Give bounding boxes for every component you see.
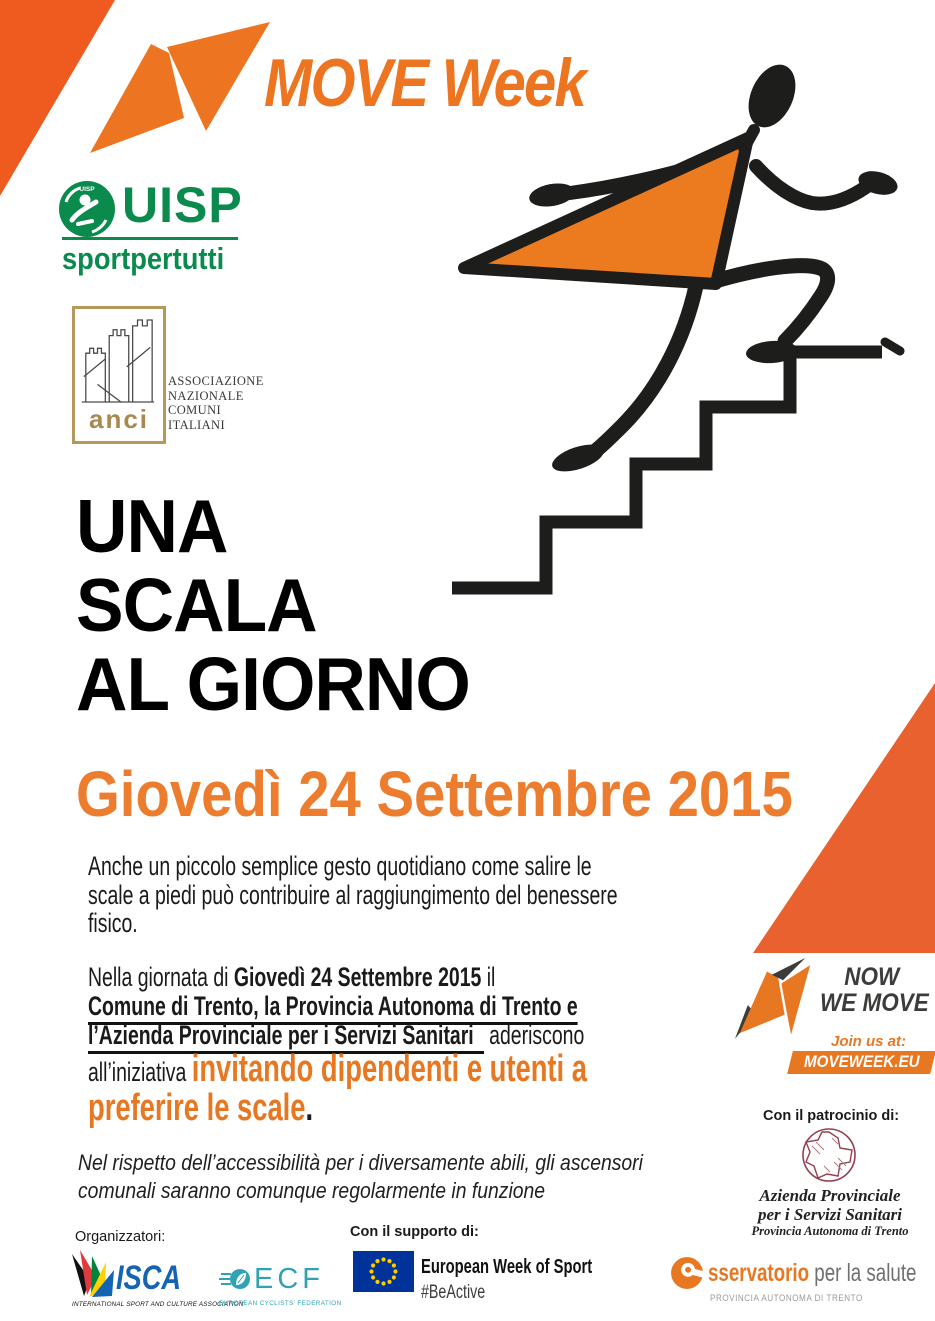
text-segment: . xyxy=(305,1087,314,1129)
nowwemove-wordmark-line: WE MOVE xyxy=(820,989,929,1017)
underlined-entities-segment: l’Azienda Provinciale per i Servizi Sanitari xyxy=(88,1020,484,1054)
patrocinio-label: Con il patrocinio di: xyxy=(763,1108,900,1124)
ecf-logo xyxy=(219,1263,342,1307)
osservatorio-caption: PROVINCIA AUTONOMA DI TRENTO xyxy=(710,1293,863,1303)
highlight-segment: invitando dipendenti e utenti a xyxy=(191,1048,587,1090)
apss-emblem-icon xyxy=(800,1126,858,1184)
nowwemove-wordmark xyxy=(820,964,929,1016)
bold-date-segment: Giovedì 24 Settembre 2015 xyxy=(233,962,482,992)
text-segment: aderiscono xyxy=(483,1020,585,1050)
intro-paragraph-line: scale a piedi può contribuire al raggiungimento del benessere xyxy=(88,879,618,910)
event-date: Giovedì 24 Settembre 2015 xyxy=(76,758,793,830)
supporto-label: Con il supporto di: xyxy=(350,1224,479,1240)
uisp-emblem-icon xyxy=(58,180,116,238)
osservatorio-o-icon xyxy=(670,1256,704,1290)
body-paragraph xyxy=(88,963,587,1128)
isca-caption: INTERNATIONAL SPORT AND CULTURE ASSOCIATION xyxy=(72,1301,244,1308)
side-triangle-decoration xyxy=(753,683,935,953)
text-segment: il xyxy=(481,962,496,992)
apss-name xyxy=(738,1186,922,1239)
isca-shards-icon xyxy=(72,1250,114,1298)
body-paragraph-line xyxy=(88,992,587,1021)
moveweek-url: MOVEWEEK.EU xyxy=(803,1053,920,1071)
anci-caption-line: ASSOCIAZIONE xyxy=(168,374,264,388)
osservatorio-logo xyxy=(670,1256,935,1303)
moveweek-brand-title: MOVE Week xyxy=(264,45,585,121)
osservatorio-wordmark-rest: per la salute xyxy=(809,1258,917,1287)
body-paragraph-line xyxy=(88,1089,587,1128)
join-us-label: Join us at: xyxy=(831,1033,907,1050)
nowwemove-wordmark-line: NOW xyxy=(844,963,900,991)
text-segment: all’iniziativa xyxy=(88,1057,192,1087)
anci-castle-icon xyxy=(78,315,158,407)
eu-flag-icon xyxy=(353,1251,414,1292)
body-paragraph-line xyxy=(88,1050,587,1089)
isca-logo xyxy=(72,1250,244,1308)
stick-figure-stairs-illustration xyxy=(430,60,935,610)
isca-wordmark: ISCA xyxy=(116,1259,181,1297)
intro-paragraph xyxy=(88,852,618,938)
ecf-caption: EUROPEAN CYCLISTS’ FEDERATION xyxy=(219,1300,342,1307)
page-title-line: AL GIORNO xyxy=(76,642,470,726)
accessibility-note-line: Nel rispetto dell’accessibilità per i diversamente abili, gli ascensori xyxy=(78,1150,643,1175)
intro-paragraph-line: fisico. xyxy=(88,908,138,938)
accessibility-note xyxy=(78,1149,643,1204)
organizzatori-label: Organizzatori: xyxy=(75,1229,166,1245)
svg-text:UISP: UISP xyxy=(79,186,95,193)
text-segment: Nella giornata di xyxy=(88,962,234,992)
anci-caption-line: COMUNI xyxy=(168,403,222,417)
moveweek-arrow-icon xyxy=(88,18,273,158)
osservatorio-wordmark: sservatorio xyxy=(708,1258,810,1287)
page-title-line: UNA xyxy=(76,484,228,568)
apss-name-line: per i Servizi Sanitari xyxy=(757,1205,903,1224)
intro-paragraph-line: Anche un piccolo semplice gesto quotidiano come salire le xyxy=(88,851,592,881)
anci-caption-line: ITALIANI xyxy=(168,417,226,432)
anci-wordmark: anci xyxy=(88,404,150,434)
anci-caption-line: NAZIONALE xyxy=(168,388,244,403)
anci-caption xyxy=(168,374,264,432)
ewos-logo xyxy=(421,1255,659,1304)
ewos-title: European Week of Sport xyxy=(421,1255,593,1278)
body-paragraph-line xyxy=(88,1021,587,1050)
body-paragraph-line xyxy=(88,963,587,992)
page-title xyxy=(76,484,470,726)
apss-name-line: Provincia Autonoma di Trento xyxy=(751,1224,909,1238)
moveweek-url-badge xyxy=(787,1051,935,1074)
uisp-tagline: sportpertutti xyxy=(62,241,225,276)
highlight-segment: preferire le scale xyxy=(88,1087,306,1129)
uisp-wordmark: UISP xyxy=(122,177,243,233)
apss-name-line: Azienda Provinciale xyxy=(759,1186,901,1205)
accessibility-note-line: comunali saranno comunque regolarmente in funzione xyxy=(78,1177,546,1203)
ecf-wordmark: ECF xyxy=(254,1263,324,1295)
page-title-line: SCALA xyxy=(76,563,317,647)
uisp-divider xyxy=(62,237,238,240)
ewos-hashtag: #BeActive xyxy=(421,1282,486,1303)
ecf-emblem-icon xyxy=(219,1266,251,1293)
underlined-entities-segment: Comune di Trento, la Provincia Autonoma di Trento e xyxy=(88,991,578,1025)
nowwemove-arrow-icon xyxy=(735,955,815,1040)
